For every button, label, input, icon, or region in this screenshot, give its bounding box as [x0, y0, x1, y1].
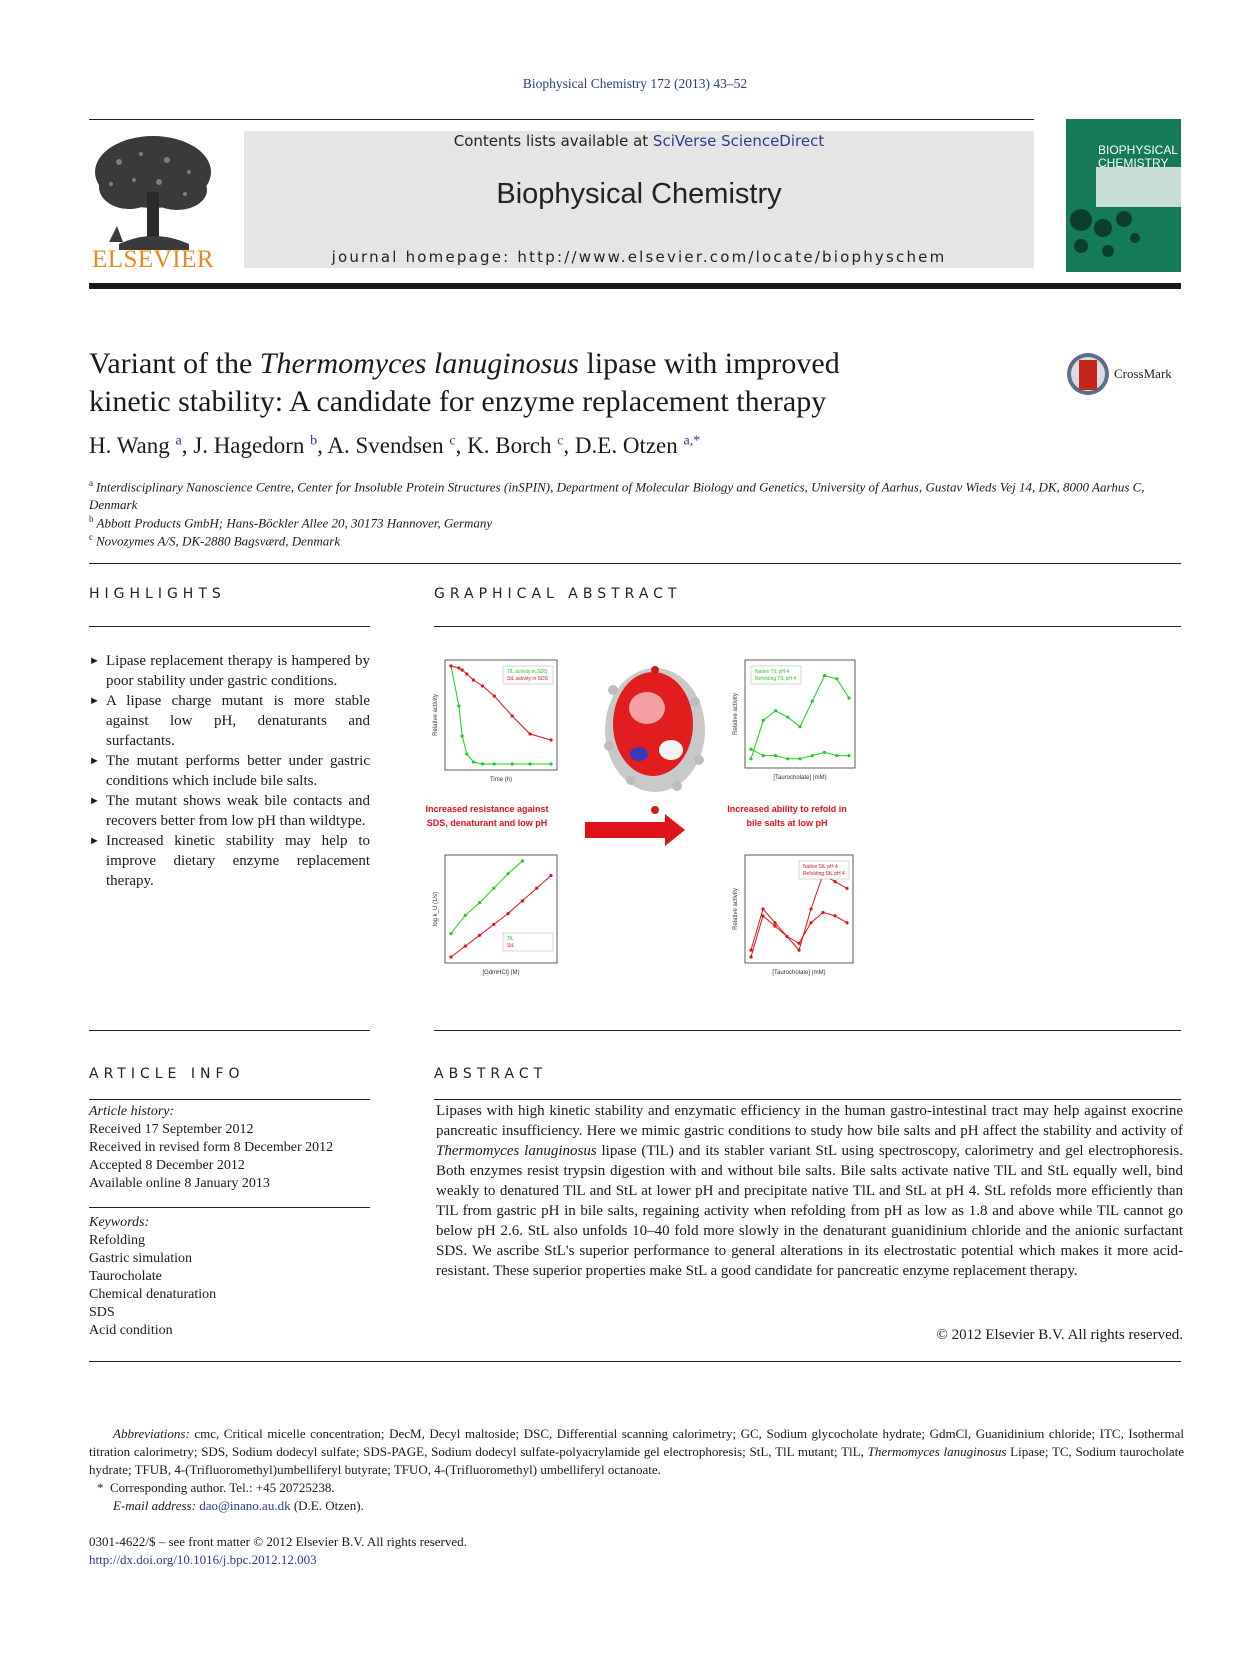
data-point	[811, 754, 814, 757]
crossmark-label[interactable]: CrossMark	[1114, 366, 1172, 381]
data-point	[507, 872, 510, 875]
chart-sds-time	[433, 660, 557, 783]
data-point	[809, 921, 812, 924]
data-point	[521, 859, 524, 862]
data-point	[749, 949, 752, 952]
affiliation-a	[89, 474, 1184, 514]
keyword: Chemical denaturation	[89, 1287, 217, 1302]
received-date: Received 17 September 2012	[89, 1122, 254, 1137]
highlight-item: ► Lipase replacement therapy is hampered by poor stability under gastric conditions.	[89, 651, 370, 691]
data-point	[528, 732, 531, 735]
legend-entry: StL	[507, 943, 515, 949]
x-axis-label: [GdmHCl] (M)	[482, 970, 520, 976]
data-point	[774, 709, 777, 712]
data-point	[809, 907, 812, 910]
divider	[89, 563, 1181, 564]
x-axis-label: Time (h)	[489, 777, 513, 783]
data-point	[749, 757, 752, 760]
journal-cover-image	[1066, 119, 1181, 272]
data-point	[511, 714, 514, 717]
data-point	[465, 672, 468, 675]
data-point	[507, 912, 510, 915]
chart-tll-refolding	[733, 660, 855, 781]
doi-link[interactable]: http://dx.doi.org/10.1016/j.bpc.2012.12.003	[89, 1552, 317, 1567]
data-point	[845, 887, 848, 890]
elsevier-wordmark: ELSEVIER	[91, 246, 215, 273]
data-point	[773, 921, 776, 924]
legend-entry: Native TlL pH 4	[755, 669, 790, 675]
contents-line	[244, 132, 1034, 150]
graphical-abstract-figure	[425, 650, 885, 990]
journal-title: Biophysical Chemistry	[496, 178, 782, 210]
affiliation-mark: b	[89, 514, 94, 524]
highlight-item: ► The mutant performs better under gastric conditions which include bile salts.	[89, 751, 370, 791]
data-point	[749, 748, 752, 751]
author-name: K. Borch	[467, 433, 552, 458]
title-part1: Variant of the	[89, 347, 260, 380]
author-name: J. Hagedorn	[193, 433, 305, 458]
data-point	[461, 734, 464, 737]
abstract-body	[436, 1101, 1183, 1281]
divider	[89, 1361, 1181, 1362]
highlights-heading: HIGHLIGHTS	[89, 586, 226, 602]
data-point	[797, 942, 800, 945]
ga-right-caption-line2: bile salts at low pH	[746, 818, 828, 828]
abstract-copyright: © 2012 Elsevier B.V. All rights reserved.	[936, 1327, 1183, 1343]
divider	[89, 1207, 370, 1208]
data-point	[457, 666, 460, 669]
highlights-list	[89, 651, 370, 891]
data-point	[847, 754, 850, 757]
issn-block	[89, 1533, 467, 1569]
data-point	[786, 716, 789, 719]
keyword: Gastric simulation	[89, 1251, 193, 1266]
affiliation-text: Novozymes A/S, DK-2880 Bagsværd, Denmark	[96, 533, 341, 549]
graphical-abstract-heading: GRAPHICAL ABSTRACT	[434, 586, 682, 602]
data-point	[549, 874, 552, 877]
affiliation-text: Abbott Products GmbH; Hans-Böckler Allee 20, 30173 Hannover, Germany	[96, 515, 493, 531]
author-list: H. Wang $^a$, J. Hagedorn $^b$, A. Svendsen $^c$, K. Borch $^c$, D.E. Otzen $^{a,*}$	[89, 433, 701, 458]
data-point	[449, 664, 452, 667]
keyword: Refolding	[89, 1233, 145, 1248]
title-line2: kinetic stability: A candidate for enzyme replacement therapy	[89, 385, 827, 418]
protein-structure-image	[604, 666, 705, 814]
revised-date: Received in revised form 8 December 2012	[89, 1140, 334, 1155]
data-point	[493, 762, 496, 765]
data-point	[835, 754, 838, 757]
data-point	[511, 762, 514, 765]
highlight-item: ► Increased kinetic stability may help to improve dietary enzyme replacement therapy.	[89, 831, 370, 891]
chart-stl-refolding	[733, 855, 853, 976]
footnotes	[89, 1425, 1184, 1515]
divider	[89, 119, 1034, 120]
arrow-right-icon	[585, 814, 685, 846]
author-affiliation-mark[interactable]: c	[557, 433, 564, 449]
data-point	[464, 914, 467, 917]
corresponding-text: Corresponding author. Tel.: +45 20725238.	[110, 1480, 335, 1495]
affiliation-c	[89, 528, 1184, 550]
keywords-list	[89, 1214, 369, 1340]
data-point	[761, 914, 764, 917]
contents-prefix: Contents lists available at	[453, 132, 653, 150]
data-point	[493, 694, 496, 697]
affiliation-text: Interdisciplinary Nanoscience Centre, Center for Insoluble Protein Structures (inSPIN), Department of Molecular Biology and Genetics, University of Aarhus, Gustav Wieds Vej 14, DK, 8000 Aarhus C, Denmark	[89, 479, 1145, 513]
data-point	[535, 887, 538, 890]
journal-citation[interactable]: Biophysical Chemistry 172 (2013) 43–52	[522, 76, 748, 91]
email-line	[89, 1497, 1184, 1515]
keyword: SDS	[89, 1305, 115, 1320]
history-label: Article history:	[89, 1104, 175, 1119]
data-point	[798, 757, 801, 760]
data-point	[835, 677, 838, 680]
email-label: E-mail address:	[113, 1498, 196, 1513]
data-point	[833, 914, 836, 917]
data-point	[492, 923, 495, 926]
legend-entry: Refolding StL pH 4	[803, 871, 845, 877]
data-point	[762, 754, 765, 757]
affiliation-mark: a	[89, 478, 93, 488]
x-axis-label: [Taurocholate] (mM)	[773, 775, 827, 781]
x-axis-label: [Taurocholate] (mM)	[772, 970, 826, 976]
author-name: H. Wang	[89, 433, 170, 458]
article-info-heading: ARTICLE INFO	[89, 1066, 245, 1082]
y-axis-label: Relative activity	[733, 693, 739, 735]
data-point	[749, 955, 752, 958]
abbreviations-label: Abbreviations:	[113, 1426, 190, 1441]
author-affiliation-mark[interactable]: a,*	[683, 433, 701, 449]
divider	[89, 1099, 370, 1100]
divider	[434, 1030, 1181, 1031]
ga-left-caption-line1: Increased resistance against	[425, 804, 549, 814]
online-date: Available online 8 January 2013	[89, 1176, 270, 1191]
legend-entry: TlL activity in SDS	[507, 669, 548, 675]
email-link[interactable]: dao@inano.au.dk	[199, 1498, 291, 1513]
abbreviations-species: Thermomyces lanuginosus	[867, 1444, 1007, 1459]
legend-entry: TlL	[507, 936, 514, 942]
sciencedirect-link[interactable]: SciVerse ScienceDirect	[652, 132, 825, 150]
y-axis-label: log k_U (1/s)	[433, 891, 439, 927]
author-name: D.E. Otzen	[574, 433, 678, 458]
divider	[434, 1099, 1181, 1100]
legend-entry: StL activity in SDS	[507, 676, 548, 682]
author-affiliation-mark[interactable]: c	[449, 433, 456, 449]
data-point	[549, 738, 552, 741]
data-point	[774, 754, 777, 757]
data-point	[449, 932, 452, 935]
data-point	[847, 696, 850, 699]
data-point	[481, 762, 484, 765]
asterisk-mark: *	[97, 1480, 110, 1495]
data-point	[521, 899, 524, 902]
cover-title-line2: CHEMISTRY	[1098, 156, 1169, 170]
data-point	[823, 674, 826, 677]
crossmark-icon[interactable]	[1066, 352, 1110, 396]
data-point	[478, 934, 481, 937]
accepted-date: Accepted 8 December 2012	[89, 1158, 245, 1173]
data-point	[461, 668, 464, 671]
data-point	[478, 901, 481, 904]
abbreviations-text2: Lipase; TC, Sodium taurocholate hydrate; TFUB, 4-(Trifluoromethyl)umbelliferyl butyrate; TFUO, 4-(Trifluoromethyl) umbelliferyl octanoate.	[89, 1444, 1185, 1477]
title-species: Thermomyces lanuginosus	[259, 347, 579, 380]
highlight-item: ► The mutant shows weak bile contacts and recovers better from low pH than wildtype.	[89, 791, 370, 831]
keyword: Taurocholate	[89, 1269, 162, 1284]
data-point	[833, 880, 836, 883]
abstract-species: Thermomyces lanuginosus	[436, 1143, 597, 1159]
data-point	[797, 949, 800, 952]
abstract-heading: ABSTRACT	[434, 1066, 548, 1082]
keywords-label: Keywords:	[89, 1215, 150, 1230]
abbreviations-text1: cmc, Critical micelle concentration; DecM, Decyl maltoside; DSC, Differential scanning calorimetry; GC, Sodium glycocholate hydrate; GdmCl, Guanidinium chloride; ITC, Isothermal titration calorimetry; SDS, Sodium dodecyl sulfate; SDS-PAGE, Sodium dodecyl sulfate-polyacrylamide gel electrophoresis; StL, TlL mutant; TlL,	[89, 1426, 1184, 1459]
data-point	[449, 955, 452, 958]
abstract-part2: lipase (TlL) and its stabler variant StL using spectroscopy, calorimetry and gel electrophoresis. Both enzymes resist trypsin digestion with and without bile salts. Bile salts activate native TlL and StL equally well, bind weakly to denatured TlL and StL at lower pH and precipitate native TlL and StL at pH 4. StL refolds more efficiently than TlL from gastric pH in bile salts, regaining activity when refolding from pH as low as 1.8 and above while TlL cannot go below pH 2.6. StL also unfolds 10–40 fold more slowly in the denaturant guanidinium chloride and the anionic surfactant SDS. We ascribe StL's superior performance to general alterations in its electrostatic potential which makes it more acid-resistant. These superior properties make StL a good candidate for pancreatic enzyme replacement therapy.	[436, 1143, 1183, 1279]
data-point	[823, 751, 826, 754]
journal-homepage[interactable]: journal homepage: http://www.elsevier.com/locate/biophyschem	[331, 248, 947, 266]
data-point	[472, 678, 475, 681]
affiliation-mark: c	[89, 532, 93, 542]
highlight-item: ► A lipase charge mutant is more stable against low pH, denaturants and surfactants.	[89, 691, 370, 751]
data-point	[821, 911, 824, 914]
data-point	[464, 945, 467, 948]
chart-gdmhcl-kinetics	[433, 855, 557, 976]
data-point	[492, 887, 495, 890]
ga-right-caption-line1: Increased ability to refold in	[727, 804, 847, 814]
data-point	[761, 907, 764, 910]
divider	[89, 1030, 370, 1031]
legend-entry: Native StL pH 4	[803, 864, 838, 870]
article-history	[89, 1103, 369, 1193]
corresponding-author	[89, 1479, 1184, 1497]
abstract-part1: Lipases with high kinetic stability and enzymatic efficiency in the human gastro-intestinal tract may help against exocrine pancreatic insufficiency. Here we mimic gastric conditions to study how bile salts and pH affect the stability and activity of	[436, 1103, 1183, 1139]
data-point	[549, 762, 552, 765]
data-point	[528, 762, 531, 765]
author-affiliation-mark[interactable]: b	[310, 433, 318, 449]
ga-left-caption-line2: SDS, denaturant and low pH	[426, 818, 548, 828]
divider	[89, 626, 370, 627]
author-name: A. Svendsen	[327, 433, 444, 458]
cover-title-line1: BIOPHYSICAL	[1098, 143, 1179, 157]
y-axis-label: Relative activity	[733, 888, 739, 930]
data-point	[785, 935, 788, 938]
data-point	[811, 700, 814, 703]
email-suffix: (D.E. Otzen).	[290, 1498, 364, 1513]
author-affiliation-mark[interactable]: a	[175, 433, 182, 449]
legend-entry: Refolding TlL pH 4	[755, 676, 797, 682]
data-point	[457, 704, 460, 707]
data-point	[472, 760, 475, 763]
abbreviations	[89, 1425, 1184, 1479]
article-title	[89, 345, 969, 421]
y-axis-label: Relative activity	[433, 694, 439, 736]
data-point	[465, 752, 468, 755]
keyword: Acid condition	[89, 1323, 173, 1338]
divider	[434, 626, 1181, 627]
data-point	[481, 684, 484, 687]
data-point	[798, 725, 801, 728]
data-point	[786, 757, 789, 760]
data-point	[762, 719, 765, 722]
header-divider	[89, 283, 1181, 289]
data-point	[845, 921, 848, 924]
title-part2: lipase with improved	[578, 347, 840, 380]
issn-line: 0301-4622/$ – see front matter © 2012 Elsevier B.V. All rights reserved.	[89, 1534, 467, 1549]
data-point	[773, 925, 776, 928]
